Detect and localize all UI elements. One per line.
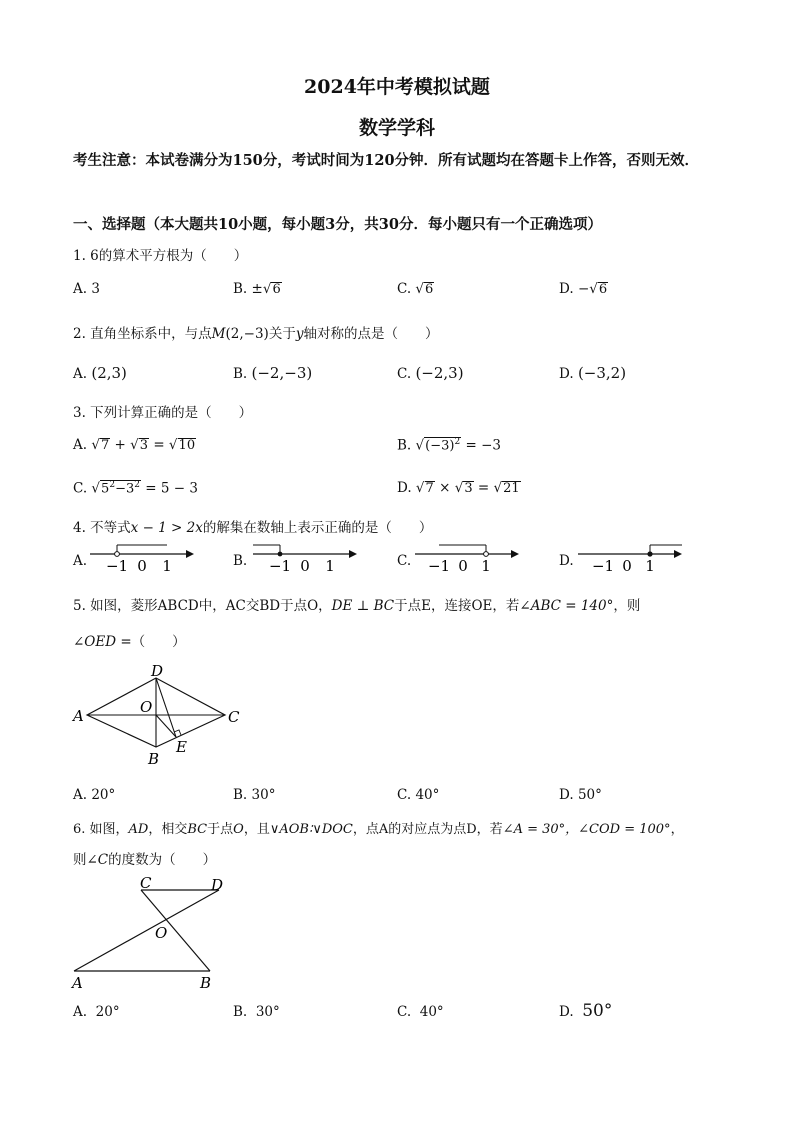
q3-option-a: A. √7 + √3 = √10 bbox=[73, 437, 196, 453]
tick-label: −1 bbox=[427, 557, 451, 575]
q3-option-d: D. √7 × √3 = √21 bbox=[397, 480, 520, 496]
exam-notice: 考生注意：本试卷满分为150分，考试时间为120分钟．所有试题均在答题卡上作答，否则无效． bbox=[73, 152, 700, 169]
q5-option-c: C. 40° bbox=[397, 787, 440, 803]
q3-stem: 3. 下列计算正确的是（ ） bbox=[73, 405, 253, 421]
section-heading: 一、选择题（本大题共10小题，每小题3分，共30分．每小题只有一个正确选项） bbox=[73, 216, 602, 233]
q4-numberline-b bbox=[253, 538, 363, 574]
tick-label: −1 bbox=[591, 557, 615, 575]
tick-label: 0 bbox=[622, 557, 632, 575]
page-title: 2024年中考模拟试题 bbox=[304, 76, 490, 98]
q6-stem-line2: 则∠C的度数为（ ） bbox=[73, 852, 217, 868]
q4-option-d-label: D. bbox=[559, 553, 574, 569]
q4-option-a-label: A. bbox=[73, 553, 88, 569]
point-label: D bbox=[211, 876, 224, 894]
point-label: C bbox=[228, 708, 240, 726]
q4-option-c-label: C. bbox=[397, 553, 412, 569]
q6-stem: 6. 如图，AD，相交BC于点O，且∨AOB∶∨DOC，点A的对应点为点D，若∠A = 30°，∠COD = 100°， bbox=[73, 822, 684, 837]
q4-numberline-c bbox=[415, 538, 525, 574]
q5-stem: 5. 如图，菱形ABCD中，AC交BD于点O，DE ⊥ BC于点E，连接OE，若∠ABC = 140°，则 bbox=[73, 598, 641, 614]
q5-option-d: D. 50° bbox=[559, 787, 602, 803]
tick-label: 0 bbox=[137, 557, 147, 575]
tick-label: 0 bbox=[458, 557, 468, 575]
point-label: A bbox=[72, 974, 83, 992]
q2-option-d: D. (−3,2) bbox=[559, 364, 627, 382]
point-label: C bbox=[140, 874, 152, 892]
q2-stem: 2. 直角坐标系中，与点M(2,−3)关于y轴对称的点是（ ） bbox=[73, 326, 439, 342]
q5-stem-line2: ∠OED =（ ） bbox=[73, 634, 186, 650]
q1-option-d: D. −√6 bbox=[559, 281, 608, 297]
point-label: B bbox=[148, 750, 160, 768]
point-label: B bbox=[200, 974, 212, 992]
q1-option-c: C. √6 bbox=[397, 281, 434, 297]
point-label: E bbox=[176, 738, 187, 756]
q6-option-c: C. 40° bbox=[397, 1004, 444, 1020]
tick-label: −1 bbox=[105, 557, 129, 575]
q6-option-d: D. 50° bbox=[559, 1001, 613, 1021]
point-label: A bbox=[73, 707, 84, 725]
q4-stem: 4. 不等式x − 1 > 2x的解集在数轴上表示正确的是（ ） bbox=[73, 520, 433, 536]
q2-option-c: C. (−2,3) bbox=[397, 364, 464, 382]
q1-option-b: B. ±√6 bbox=[233, 281, 281, 297]
point-label: O bbox=[140, 698, 153, 716]
q4-numberline-a bbox=[90, 538, 200, 574]
tick-label: −1 bbox=[268, 557, 292, 575]
q5-option-b: B. 30° bbox=[233, 787, 276, 803]
q6-triangle-figure bbox=[70, 870, 250, 995]
tick-label: 1 bbox=[645, 557, 655, 575]
q6-option-a: A. 20° bbox=[73, 1004, 120, 1020]
tick-label: 1 bbox=[325, 557, 335, 575]
q2-option-a: A. (2,3) bbox=[73, 364, 127, 382]
q2-option-b: B. (−2,−3) bbox=[233, 364, 313, 382]
page-subtitle: 数学学科 bbox=[358, 117, 435, 139]
q4-option-b-label: B. bbox=[233, 553, 248, 569]
q6-option-b: B. 30° bbox=[233, 1004, 280, 1020]
tick-label: 0 bbox=[300, 557, 310, 575]
tick-label: 1 bbox=[162, 557, 172, 575]
q3-option-b: B. $√(-3)^2 = -3$ bbox=[397, 437, 501, 454]
q3-option-c: C. $√5^2-3^2 = 5 - 3$ bbox=[73, 480, 198, 497]
q5-rhombus-figure bbox=[70, 660, 250, 770]
q1-stem: 1. 6的算术平方根为（ ） bbox=[73, 248, 248, 264]
q4-numberline-d bbox=[578, 538, 688, 574]
point-label: O bbox=[155, 924, 168, 942]
q1-option-a: A. 3 bbox=[73, 281, 100, 297]
tick-label: 1 bbox=[481, 557, 491, 575]
point-label: D bbox=[151, 662, 164, 680]
q5-option-a: A. 20° bbox=[73, 787, 116, 803]
